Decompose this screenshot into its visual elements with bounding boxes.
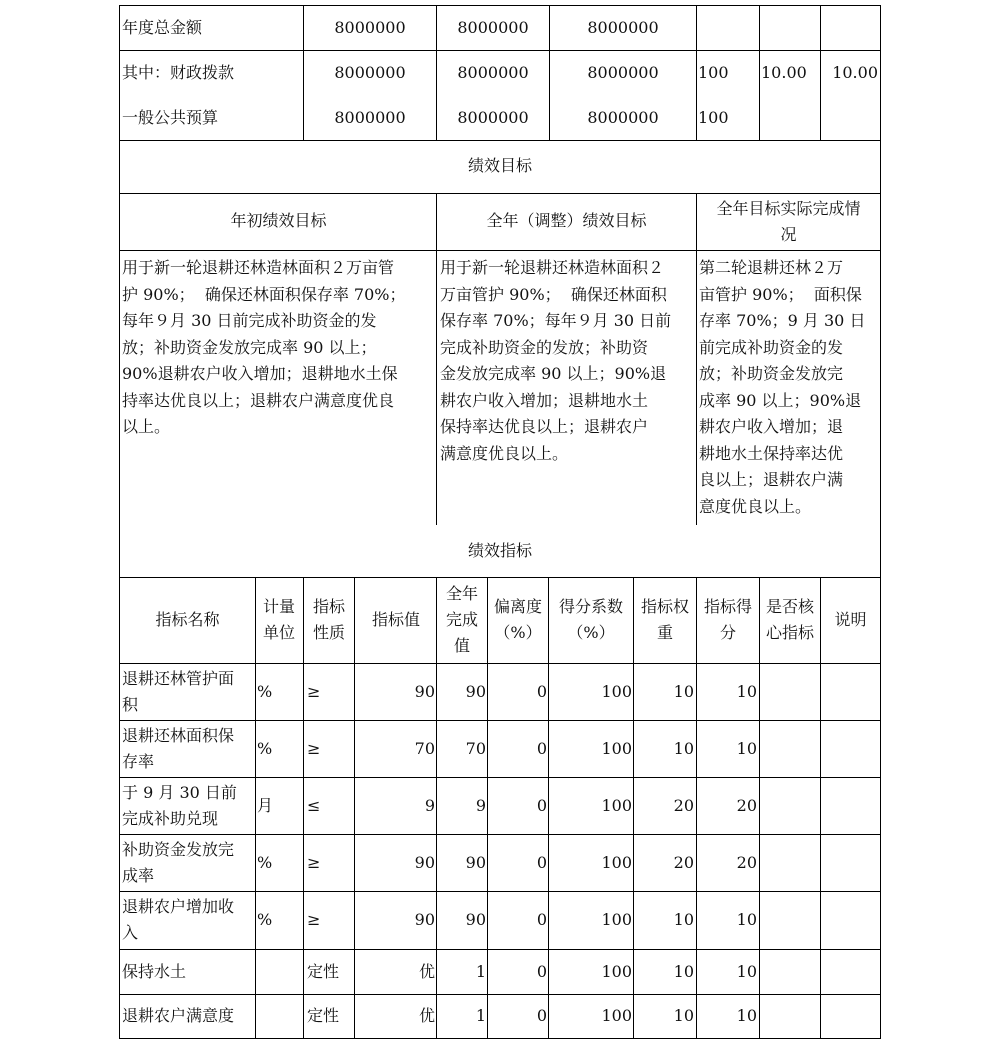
indicator-completed: 9 (475, 795, 486, 815)
goal-text-line: 完成补助资金的发放；补助资 (440, 337, 649, 357)
goals-header-adjusted: 全年（调整）绩效目标 (486, 211, 647, 230)
indicator-value: 70 (414, 738, 435, 758)
budget-score-cell: 10.00 (832, 63, 878, 82)
header-value: 指标值 (371, 610, 420, 629)
indicator-nature: ≥ (307, 681, 321, 701)
indicator-name: 退耕农户增加收 (122, 897, 235, 916)
grid-line (119, 720, 881, 721)
header-score: 指标得 (703, 597, 752, 616)
header-core: 心指标 (765, 623, 814, 642)
indicator-nature: ≥ (307, 852, 321, 872)
indicator-name: 积 (122, 694, 139, 714)
indicator-name: 退耕还林面积保 (122, 725, 235, 745)
goal-text-line: 90%退耕农户收入增加；退耕地水土保 (122, 364, 398, 383)
indicator-deviation: 0 (536, 738, 547, 758)
grid-line (696, 5, 697, 140)
goal-text-line: 保持率达优良以上；退耕农户 (440, 417, 649, 436)
budget-value-cell: 8000000 (334, 18, 406, 37)
grid-line (354, 577, 355, 1039)
indicator-unit: % (257, 910, 273, 929)
indicator-name: 完成补助兑现 (122, 808, 219, 828)
goal-text-line: 耕地水土保持率达优 (699, 443, 844, 463)
header-deviation: （%） (494, 623, 542, 642)
indicator-weight: 10 (673, 910, 694, 929)
indicator-unit: % (257, 852, 273, 872)
grid-line (119, 50, 881, 51)
indicator-completed: 1 (475, 1006, 486, 1025)
budget-value-cell: 8000000 (587, 108, 659, 127)
indicator-nature: ≥ (307, 910, 321, 929)
goal-text-line: 用于新一轮退耕还林造林面积２ (440, 258, 665, 277)
indicator-coefficient: 100 (601, 795, 632, 815)
indicators-section-title: 绩效指标 (467, 541, 532, 560)
budget-value-cell: 8000000 (334, 63, 406, 82)
indicator-score: 10 (736, 681, 757, 701)
grid-line (255, 577, 256, 1039)
grid-line (759, 5, 760, 140)
goal-text-line: 放；补助资金发放完 (699, 364, 844, 383)
indicator-nature: ≥ (307, 738, 321, 758)
goal-text-line: 耕农户收入增加；退 (699, 417, 844, 436)
header-weight: 指标权 (640, 597, 689, 616)
indicator-nature: ≤ (307, 795, 321, 815)
goal-text-line: 第二轮退耕还林２万 (699, 258, 844, 277)
goal-text-line: 耕农户收入增加；退耕地水土 (440, 390, 649, 410)
grid-line (548, 577, 549, 1039)
indicator-coefficient: 100 (601, 681, 632, 701)
header-weight: 重 (656, 623, 673, 642)
header-coefficient: （%） (567, 623, 615, 642)
goals-header-initial: 年初绩效目标 (230, 211, 327, 230)
indicator-value: 优 (418, 961, 435, 981)
indicator-name: 退耕农户满意度 (122, 1006, 235, 1025)
indicator-coefficient: 100 (601, 910, 632, 929)
goals-text-actual (699, 255, 865, 520)
header-completed: 全年 (445, 584, 478, 603)
grid-line (119, 1038, 881, 1039)
indicator-deviation: 0 (536, 795, 547, 815)
indicator-value: 优 (418, 1006, 435, 1025)
grid-line (820, 577, 821, 1039)
indicator-score: 10 (736, 1006, 757, 1025)
grid-line (696, 577, 697, 1039)
grid-line (303, 5, 304, 140)
indicator-name: 保持水土 (122, 961, 187, 981)
indicator-score: 20 (736, 795, 757, 815)
goal-text-line: 护 90%； 确保还林面积保存率 70%； (122, 284, 406, 304)
indicator-value: 90 (414, 681, 435, 701)
indicator-unit: % (257, 738, 273, 758)
budget-value-cell: 8000000 (457, 18, 529, 37)
goal-text-line: 亩管护 90%； 面积保 (699, 284, 862, 304)
grid-line (119, 577, 881, 578)
grid-line (119, 250, 881, 251)
grid-line (633, 577, 634, 1039)
indicator-name: 于 9 月 30 日前 (122, 782, 237, 802)
grid-line (487, 577, 488, 1039)
grid-line (549, 5, 550, 140)
header-core: 是否核 (765, 597, 814, 616)
grid-line (119, 140, 881, 141)
indicator-unit: % (257, 681, 273, 701)
goals-header-actual: 况 (780, 225, 797, 244)
grid-line (119, 663, 881, 664)
indicator-completed: 90 (465, 681, 486, 701)
header-unit: 单位 (262, 623, 295, 642)
budget-rate-cell: 100 (698, 63, 729, 82)
goal-text-line: 保存率 70%；每年９月 30 日前 (440, 311, 672, 330)
indicator-nature: 定性 (307, 961, 340, 981)
header-coefficient: 得分系数 (558, 597, 623, 616)
goal-text-line: 以上。 (122, 417, 171, 436)
grid-line (119, 777, 881, 778)
budget-value-cell: 8000000 (457, 63, 529, 82)
indicator-score: 20 (736, 852, 757, 872)
indicator-deviation: 0 (536, 1006, 547, 1025)
indicator-deviation: 0 (536, 961, 547, 981)
header-nature: 性质 (312, 623, 345, 642)
indicator-completed: 70 (465, 738, 486, 758)
grid-line (119, 5, 120, 1039)
grid-line (119, 193, 881, 194)
grid-line (119, 891, 881, 892)
indicator-name: 退耕还林管护面 (122, 668, 235, 688)
grid-line (696, 193, 697, 525)
indicator-coefficient: 100 (601, 1006, 632, 1025)
indicator-weight: 10 (673, 1006, 694, 1025)
indicator-name: 补助资金发放完 (122, 839, 235, 859)
budget-weight-cell: 10.00 (761, 63, 807, 82)
indicator-weight: 20 (673, 795, 694, 815)
goal-text-line: 存率 70%；9 月 30 日 (699, 311, 866, 330)
indicator-completed: 90 (465, 852, 486, 872)
header-completed: 值 (453, 636, 470, 655)
budget-rate-cell: 100 (698, 108, 729, 127)
header-indicator-name: 指标名称 (155, 610, 220, 629)
budget-row-label: 一般公共预算 (122, 108, 219, 127)
budget-value-cell: 8000000 (587, 18, 659, 37)
goal-text-line: 用于新一轮退耕还林造林面积２万亩管 (122, 258, 395, 277)
grid-line (119, 834, 881, 835)
indicator-nature: 定性 (307, 1006, 340, 1025)
indicator-score: 10 (736, 910, 757, 929)
grid-line (436, 5, 437, 140)
goal-text-line: 前完成补助资金的发 (699, 337, 844, 357)
header-nature: 指标 (312, 597, 345, 616)
budget-row-label: 其中：财政拨款 (122, 63, 235, 82)
budget-value-cell: 8000000 (587, 63, 659, 82)
indicator-name: 入 (122, 923, 139, 942)
indicator-coefficient: 100 (601, 961, 632, 981)
goal-text-line: 金发放完成率 90 以上；90%退 (440, 364, 667, 383)
indicator-unit: 月 (257, 795, 274, 815)
grid-line (759, 577, 760, 1039)
indicator-coefficient: 100 (601, 852, 632, 872)
indicator-weight: 10 (673, 681, 694, 701)
grid-line (119, 994, 881, 995)
grid-line (820, 5, 821, 140)
goals-section-title: 绩效目标 (467, 156, 532, 175)
grid-line (436, 193, 437, 525)
indicator-weight: 10 (673, 738, 694, 758)
indicator-value: 90 (414, 910, 435, 929)
header-score: 分 (719, 623, 736, 642)
budget-value-cell: 8000000 (457, 108, 529, 127)
header-completed: 完成 (445, 610, 478, 629)
goals-header-actual: 全年目标实际完成情 (716, 199, 861, 218)
indicator-deviation: 0 (536, 852, 547, 872)
goal-text-line: 良以上；退耕农户满 (699, 470, 844, 489)
goal-text-line: 每年９月 30 日前完成补助资金的发 (122, 311, 377, 330)
goal-text-line: 满意度优良以上。 (440, 443, 569, 463)
grid-line (119, 5, 881, 6)
goal-text-line: 万亩管护 90%； 确保还林面积 (440, 284, 667, 304)
grid-line (303, 577, 304, 1039)
indicator-weight: 10 (673, 961, 694, 981)
indicator-coefficient: 100 (601, 738, 632, 758)
header-deviation: 偏离度 (493, 597, 542, 616)
indicator-deviation: 0 (536, 910, 547, 929)
budget-value-cell: 8000000 (334, 108, 406, 127)
grid-line (436, 577, 437, 1039)
goal-text-line: 意度优良以上。 (699, 496, 812, 516)
grid-line (880, 5, 881, 1039)
indicator-value: 90 (414, 852, 435, 872)
indicator-value: 9 (424, 795, 435, 815)
goals-text-adjusted (440, 255, 671, 467)
header-note: 说明 (834, 610, 867, 629)
goals-text-initial (122, 255, 405, 441)
budget-row-label: 年度总金额 (122, 18, 203, 37)
indicator-score: 10 (736, 961, 757, 981)
indicator-name: 存率 (122, 751, 155, 771)
grid-line (119, 949, 881, 950)
indicator-name: 成率 (122, 865, 155, 885)
goal-text-line: 放；补助资金发放完成率 90 以上； (122, 337, 377, 357)
indicator-score: 10 (736, 738, 757, 758)
goal-text-line: 成率 90 以上；90%退 (699, 390, 862, 410)
indicator-completed: 1 (475, 961, 486, 981)
indicator-deviation: 0 (536, 681, 547, 701)
goal-text-line: 持率达优良以上；退耕农户满意度优良 (122, 390, 395, 410)
indicator-weight: 20 (673, 852, 694, 872)
indicator-completed: 90 (465, 910, 486, 929)
header-unit: 计量 (262, 597, 295, 616)
